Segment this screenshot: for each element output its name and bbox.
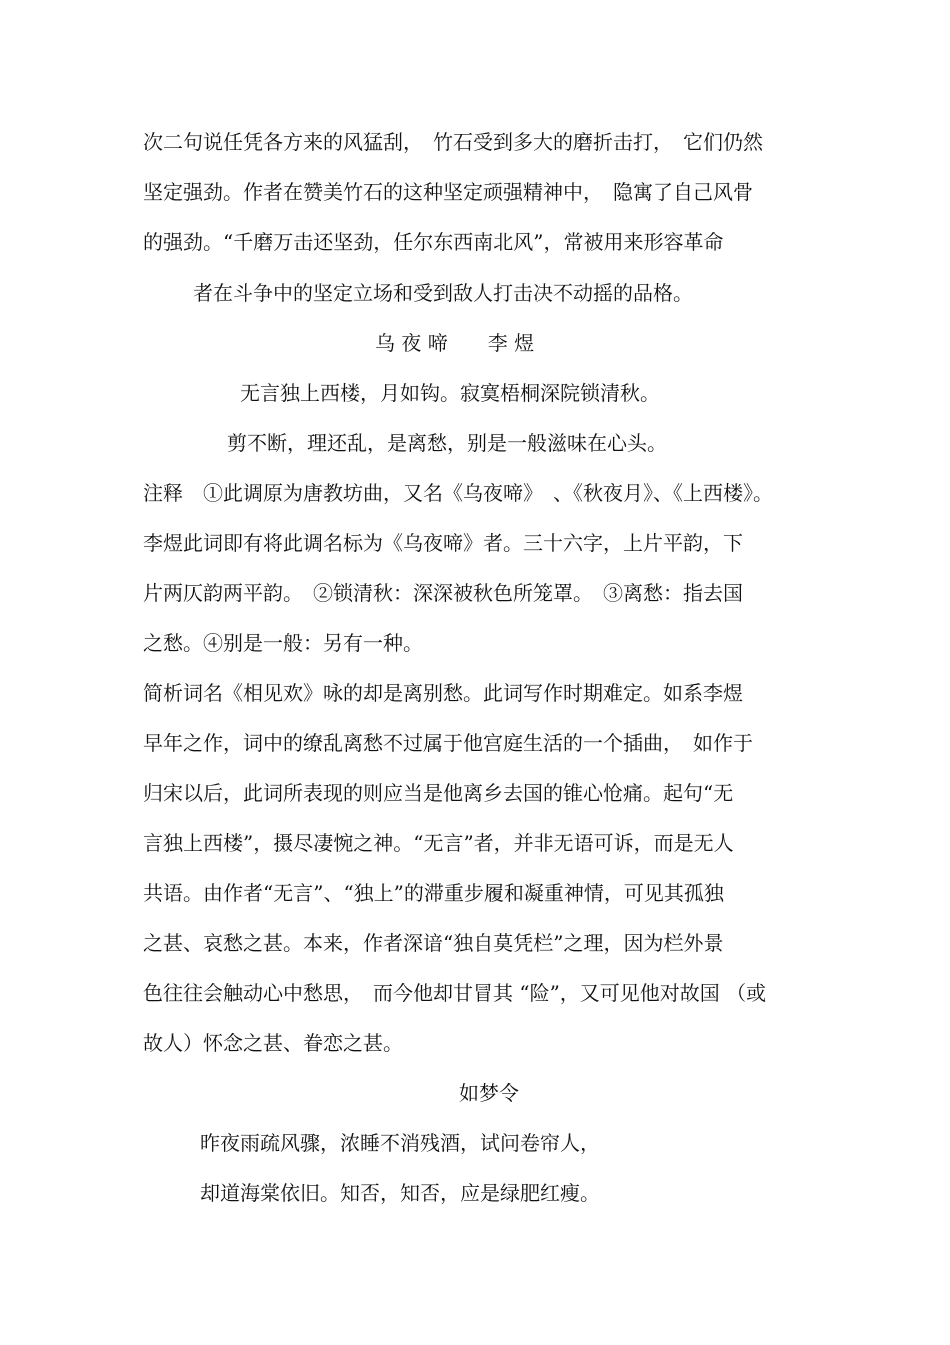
text-line: 次二句说任凭各方来的风猛刮， 竹石受到多大的磨折击打， 它们仍然: [143, 130, 763, 154]
text-line: 的强劲。“千磨万击还坚劲，任尔东西南北风”，常被用来形容革命: [143, 230, 724, 254]
text-line: 共语。由作者“无言”、“独上”的滞重步履和凝重神情，可见其孤独: [143, 881, 724, 905]
poem-line: 剪不断，理还乱，是离愁，别是一般滋味在心头。: [227, 431, 667, 455]
text-line: 李煜此词即有将此调名标为《乌夜啼》者。三十六字，上片平韵，下: [143, 531, 743, 555]
text-line: 注释 ①此调原为唐教坊曲，又名《乌夜啼》 、《秋夜月》、《上西楼》。: [143, 481, 773, 505]
text-line: 言独上西楼”，摄尽凄惋之神。“无言”者，并非无语可诉，而是无人: [143, 831, 734, 855]
text-line: 归宋以后，此词所表现的则应当是他离乡去国的锥心怆痛。起句“无: [143, 781, 734, 805]
poem-line: 昨夜雨疏风骤，浓睡不消残酒，试问卷帘人，: [200, 1131, 600, 1155]
text-line: 故人）怀念之甚、眷恋之甚。: [143, 1031, 403, 1055]
text-line: 早年之作，词中的缭乱离愁不过属于他宫庭生活的一个插曲， 如作于: [143, 731, 753, 755]
text-line: 者在斗争中的坚定立场和受到敌人打击决不动摇的品格。: [193, 281, 693, 305]
text-line: 色往往会触动心中愁思， 而今他却甘冒其 “险”，又可见他对故国 （或: [143, 981, 767, 1005]
text-line: 之愁。④别是一般：另有一种。: [143, 631, 423, 655]
poem-title: 如梦令: [459, 1081, 519, 1105]
text-line: 简析词名《相见欢》咏的却是离别愁。此词写作时期难定。如系李煜: [143, 681, 743, 705]
poem-title: 乌 夜 啼 李 煜: [375, 331, 535, 355]
text-line: 片两仄韵两平韵。 ②锁清秋：深深被秋色所笼罩。 ③离愁：指去国: [143, 581, 743, 605]
poem-line: 却道海棠依旧。知否，知否，应是绿肥红瘦。: [200, 1181, 600, 1205]
poem-line: 无言独上西楼，月如钩。寂寞梧桐深院锁清秋。: [240, 381, 660, 405]
text-line: 之甚、哀愁之甚。本来，作者深谙“独自莫凭栏”之理，因为栏外景: [143, 931, 724, 955]
text-line: 坚定强劲。作者在赞美竹石的这种坚定顽强精神中， 隐寓了自己风骨: [143, 180, 753, 204]
